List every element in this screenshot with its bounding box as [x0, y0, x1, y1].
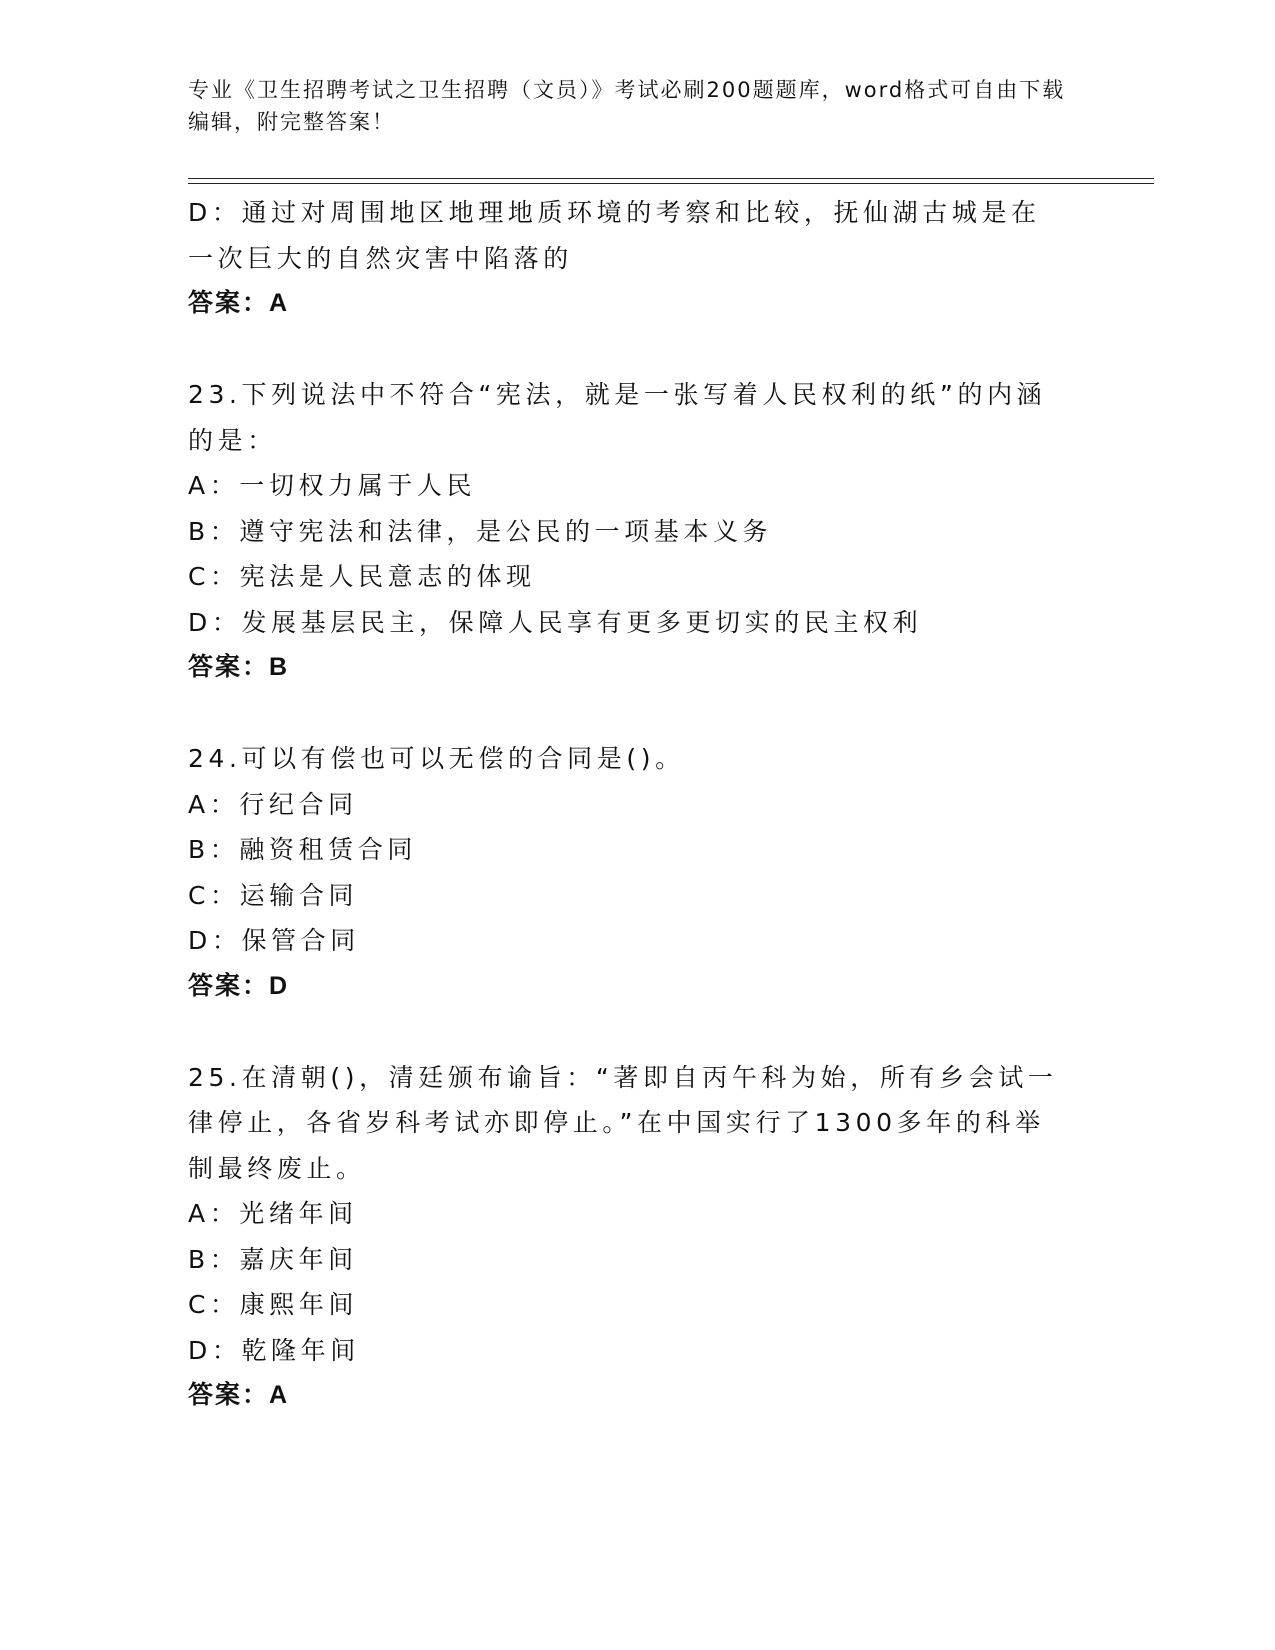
spacer: [188, 327, 1068, 373]
option-c: C：宪法是人民意志的体现: [188, 562, 536, 591]
option-d: D：通过对周围地区地理地质环境的考察和比较，抚仙湖古城是在一次巨大的自然灾害中陷落的: [188, 198, 1041, 273]
answer-line: 答案：D: [188, 971, 290, 1000]
option-c: C：康熙年间: [188, 1290, 359, 1319]
option-b: B：融资租赁合同: [188, 835, 417, 864]
answer-line: 答案：A: [188, 289, 290, 317]
question-content: [188, 190, 1068, 1419]
option-d: D：乾隆年间: [188, 1335, 360, 1365]
spacer: [188, 1009, 1068, 1055]
question-stem: 24.可以有偿也可以无偿的合同是()。: [188, 744, 685, 773]
page-header: 专业《卫生招聘考试之卫生招聘（文员）》考试必刷200题题库，word格式可自由下载编辑，附完整答案！: [188, 78, 1066, 134]
header-divider-top: [188, 178, 1154, 179]
answer-line: 答案：B: [188, 653, 290, 681]
option-b: B：嘉庆年间: [188, 1244, 358, 1274]
prev-question: [188, 190, 1068, 327]
spacer: [188, 691, 1068, 737]
option-a: A：一切权力属于人民: [188, 471, 477, 500]
question-23: [188, 372, 1068, 691]
header-divider-bottom: [188, 183, 1154, 184]
question-stem: 23.下列说法中不符合“宪法，就是一张写着人民权利的纸”的内涵的是：: [188, 380, 1047, 455]
option-d: D：保管合同: [188, 926, 360, 955]
option-a: A：光绪年间: [188, 1199, 358, 1228]
option-d: D：发展基层民主，保障人民享有更多更切实的民主权利: [188, 607, 923, 637]
option-a: A：行纪合同: [188, 789, 358, 819]
question-stem: 25.在清朝()，清廷颁布谕旨：“著即自丙午科为始，所有乡会试一律停止，各省岁科考试亦即停止。”在中国实行了1300多年的科举制最终废止。: [188, 1062, 1058, 1183]
question-25: [188, 1055, 1068, 1419]
question-24: [188, 736, 1068, 1009]
option-c: C：运输合同: [188, 880, 359, 910]
answer-line: 答案：A: [188, 1381, 290, 1409]
option-b: B：遵守宪法和法律，是公民的一项基本义务: [188, 516, 773, 546]
